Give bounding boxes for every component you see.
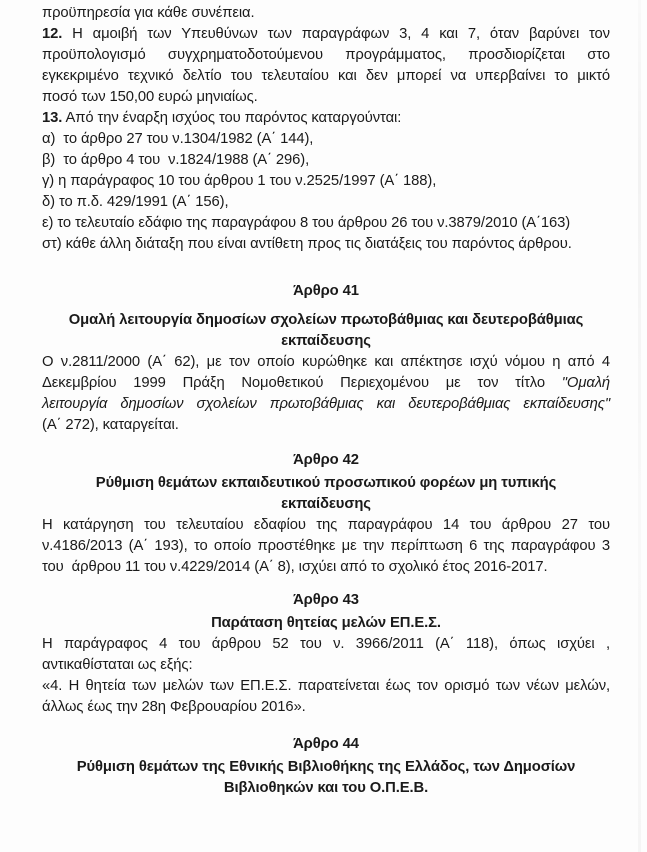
article-44 bbox=[42, 734, 610, 799]
article-43-heading: Άρθρο 43 bbox=[293, 592, 359, 608]
article-41-heading: Άρθρο 41 bbox=[293, 283, 359, 299]
article-43-quote-line-1: «4. Η θητεία των μελών των ΕΠ.Ε.Σ. παρατείνεται έως τον ορισμό των νέων μελών, bbox=[42, 678, 610, 694]
repeal-item-st: στ) κάθε άλλη διάταξη που είναι αντίθετη προς τις διατάξεις του παρόντος άρθρου. bbox=[42, 236, 572, 252]
paragraph-13-text: Από την έναρξη ισχύος του παρόντος καταργούνται: bbox=[62, 110, 402, 126]
article-43-quote bbox=[42, 676, 610, 718]
article-42 bbox=[42, 450, 610, 578]
article-44-title-line-1: Ρύθμιση θεμάτων της Εθνικής Βιβλιοθήκης της Ελλάδος, των Δημοσίων bbox=[76, 759, 576, 775]
article-44-heading: Άρθρο 44 bbox=[293, 736, 359, 752]
carryover-line: προϋπηρεσία για κάθε συνέπεια. bbox=[42, 5, 255, 21]
article-43-body-line-1: Η παράγραφος 4 του άρθρου 52 του ν. 3966/2011 (Α΄ 118), όπως ισχύει , bbox=[42, 636, 610, 652]
repeal-item-e: ε) το τελευταίο εδάφιο της παραγράφου 8 του άρθρου 26 του ν.3879/2010 (Α΄163) bbox=[42, 215, 571, 231]
article-42-body-line-1: Η κατάργηση του τελευταίου εδαφίου της παραγράφου 14 του άρθρου 27 του bbox=[42, 517, 610, 533]
article-41-body-line-2 bbox=[42, 373, 610, 394]
repeal-list bbox=[42, 129, 610, 255]
article-43-title-line-1: Παράταση θητείας μελών ΕΠ.Ε.Σ. bbox=[211, 615, 441, 631]
article-41-body-line-3: λειτουργία δημοσίων σχολείων πρωτοβάθμιας και δευτεροβάθμιας εκπαίδευσης" bbox=[42, 396, 610, 412]
paragraph-12-line-1-text: Η αμοιβή των Υπευθύνων των παραγράφων 3, 4 και 7, όταν βαρύνει τον bbox=[62, 26, 610, 42]
article-41-body-line-1: Ο ν.2811/2000 (Α΄ 62), με τον οποίο κυρώθηκε και απέκτησε ισχύ νόμου η από 4 bbox=[42, 354, 610, 370]
article-41-title-line-1: Ομαλή λειτουργία δημοσίων σχολείων πρωτοβάθμιας και δευτεροβάθμιας bbox=[68, 312, 584, 328]
article-43 bbox=[42, 590, 610, 718]
article-42-body bbox=[42, 515, 610, 578]
repeal-item-c: γ) η παράγραφος 10 του άρθρου 1 του ν.2525/1997 (Α΄ 188), bbox=[42, 173, 437, 189]
article-42-body-line-2: ν.4186/2013 (Α΄ 193), το οποίο προστέθηκε με την περίπτωση 6 της παραγράφου 3 bbox=[42, 538, 610, 554]
paragraph-12 bbox=[42, 24, 610, 108]
repeal-item-d: δ) το π.δ. 429/1991 (Α΄ 156), bbox=[42, 194, 229, 210]
paragraph-12-number: 12. bbox=[42, 26, 63, 42]
article-42-body-line-3: του άρθρου 11 του ν.4229/2014 (Α΄ 8), ισχύει από το σχολικό έτος 2016-2017. bbox=[42, 559, 548, 575]
article-42-heading: Άρθρο 42 bbox=[293, 452, 359, 468]
paragraph-13 bbox=[42, 108, 610, 129]
article-43-quote-line-2: άλλως έως την 28η Φεβρουαρίου 2016». bbox=[42, 699, 306, 715]
paragraph-12-line-3: εγκεκριμένο τεχνικό δελτίο του τελευταίου και δεν μπορεί να υπερβαίνει το μικτό bbox=[42, 68, 610, 84]
article-44-title-line-2: Βιβλιοθηκών και του Ο.Π.Ε.Β. bbox=[223, 780, 429, 796]
article-41-body-line-4: (Α΄ 272), καταργείται. bbox=[42, 417, 179, 433]
article-41-body-line-2-italic: "Ομαλή bbox=[561, 375, 610, 391]
article-41-body bbox=[42, 352, 610, 436]
article-42-title-line-1: Ρύθμιση θεμάτων εκπαιδευτικού προσωπικού φορέων μη τυπικής bbox=[95, 475, 557, 491]
article-43-body bbox=[42, 634, 610, 676]
paragraph-12-line-2: προϋπολογισμό συγχρηματοδοτούμενου προγράμματος, προσδιορίζεται στο bbox=[42, 47, 610, 63]
paragraph-12-line-1 bbox=[42, 24, 610, 45]
article-42-title-line-2: εκπαίδευσης bbox=[281, 496, 371, 512]
article-41 bbox=[42, 281, 610, 436]
repeal-item-a: α) το άρθρο 27 του ν.1304/1982 (Α΄ 144), bbox=[42, 131, 314, 147]
article-43-body-line-2: αντικαθίσταται ως εξής: bbox=[42, 657, 193, 673]
repeal-item-b: β) το άρθρο 4 του ν.1824/1988 (Α΄ 296), bbox=[42, 152, 310, 168]
article-41-body-line-2-normal: Δεκεμβρίου 1999 Πράξη Νομοθετικού Περιεχομένου με τον τίτλο bbox=[42, 375, 562, 391]
paragraph-12-line-4: ποσό των 150,00 ευρώ μηνιαίως. bbox=[42, 89, 258, 105]
article-41-title-line-2: εκπαίδευσης bbox=[281, 333, 371, 349]
paragraph-13-number: 13. bbox=[42, 110, 63, 126]
